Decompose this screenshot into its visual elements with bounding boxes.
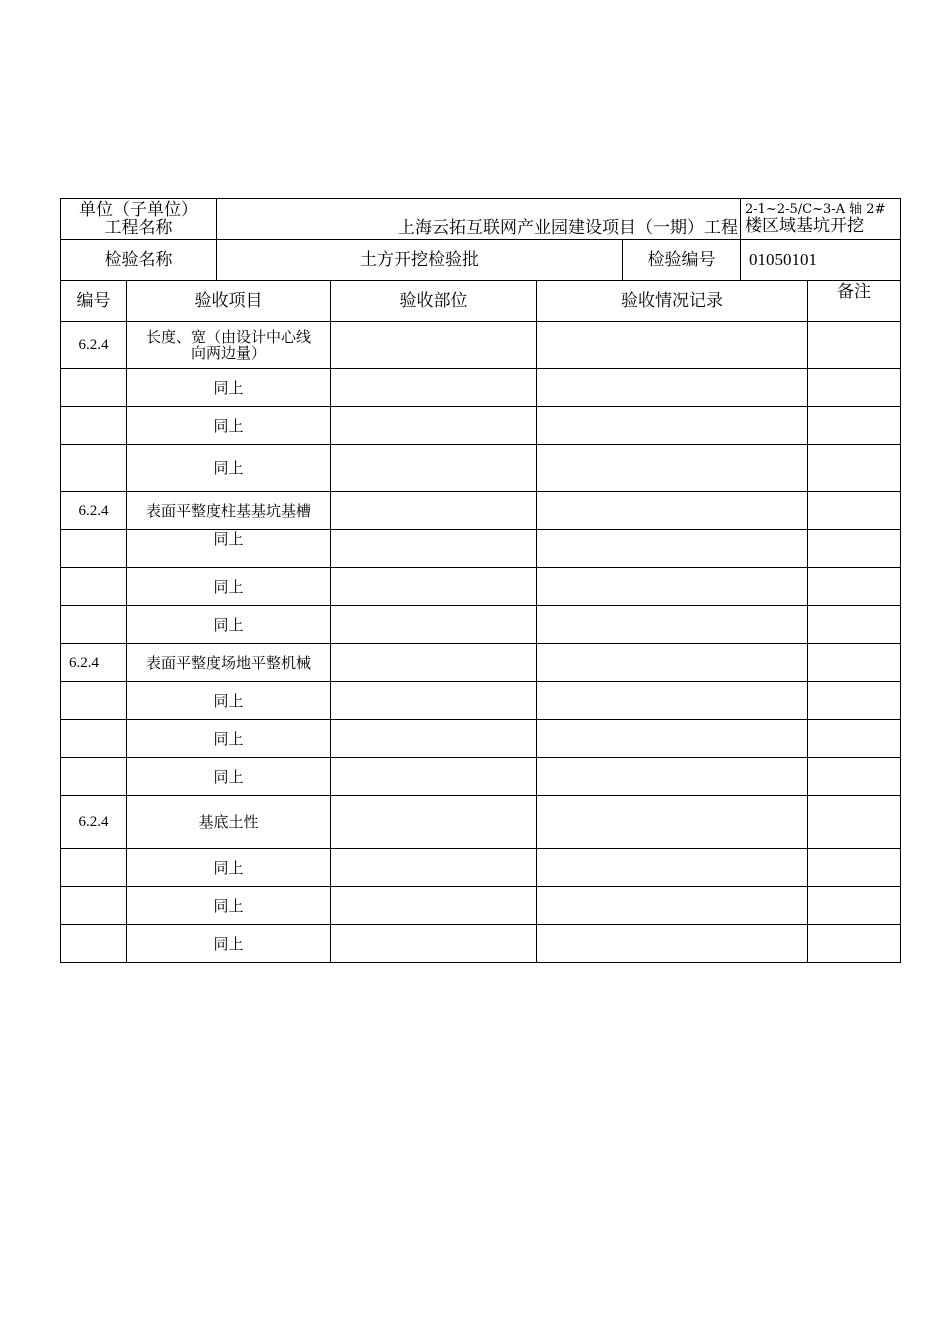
row-code: 6.2.4 xyxy=(61,492,127,530)
row-record xyxy=(537,530,808,568)
row-code xyxy=(61,606,127,644)
row-record xyxy=(537,568,808,606)
row-record xyxy=(537,407,808,445)
inspection-no-label: 检验编号 xyxy=(623,240,741,281)
row-record xyxy=(537,682,808,720)
row-remark xyxy=(808,445,901,492)
row-code xyxy=(61,407,127,445)
row-remark xyxy=(808,758,901,796)
col-remark: 备注 xyxy=(808,281,901,322)
table-row xyxy=(61,887,901,925)
row-remark xyxy=(808,492,901,530)
row-remark xyxy=(808,568,901,606)
unit-label-line1: 单位（子单位） xyxy=(79,200,198,220)
table-row xyxy=(61,796,901,849)
header-row-project xyxy=(61,199,901,240)
row-location xyxy=(331,849,537,887)
table-row xyxy=(61,720,901,758)
row-location xyxy=(331,407,537,445)
row-location xyxy=(331,720,537,758)
row-item: 同上 xyxy=(127,720,331,758)
row-location xyxy=(331,530,537,568)
header-row-inspection xyxy=(61,240,901,281)
row-code xyxy=(61,568,127,606)
table-row xyxy=(61,758,901,796)
table-row xyxy=(61,407,901,445)
row-remark xyxy=(808,530,901,568)
inspection-table xyxy=(60,198,901,963)
row-code xyxy=(61,887,127,925)
row-remark xyxy=(808,644,901,682)
project-name-cell xyxy=(217,199,741,240)
table-row xyxy=(61,682,901,720)
row-item: 同上 xyxy=(127,682,331,720)
row-record xyxy=(537,644,808,682)
row-code xyxy=(61,445,127,492)
row-item-line2: 向两边量） xyxy=(190,344,266,362)
row-location xyxy=(331,887,537,925)
row-record xyxy=(537,369,808,407)
row-code xyxy=(61,720,127,758)
table-row xyxy=(61,322,901,369)
row-record xyxy=(537,925,808,963)
row-remark xyxy=(808,849,901,887)
unit-label-line2: 工程名称 xyxy=(104,218,173,238)
row-remark xyxy=(808,925,901,963)
row-item: 同上 xyxy=(127,887,331,925)
inspection-name: 土方开挖检验批 xyxy=(217,240,623,281)
column-header-row xyxy=(61,281,901,322)
table-row xyxy=(61,925,901,963)
row-item xyxy=(127,322,331,369)
col-item: 验收项目 xyxy=(127,281,331,322)
row-code: 6.2.4 xyxy=(61,796,127,849)
table-row xyxy=(61,369,901,407)
col-location: 验收部位 xyxy=(331,281,537,322)
row-record xyxy=(537,887,808,925)
row-remark xyxy=(808,606,901,644)
row-location xyxy=(331,644,537,682)
table-row xyxy=(61,849,901,887)
row-location xyxy=(331,369,537,407)
row-record xyxy=(537,445,808,492)
row-location xyxy=(331,925,537,963)
row-item: 表面平整度场地平整机械 xyxy=(127,644,331,682)
row-code xyxy=(61,530,127,568)
row-location xyxy=(331,682,537,720)
row-record xyxy=(537,849,808,887)
row-record xyxy=(537,758,808,796)
row-item: 同上 xyxy=(127,606,331,644)
row-code: 6.2.4 xyxy=(61,644,127,682)
row-record xyxy=(537,492,808,530)
area-line2: 楼区域基坑开挖 xyxy=(745,215,864,236)
row-remark xyxy=(808,369,901,407)
table-row xyxy=(61,530,901,568)
row-location xyxy=(331,606,537,644)
table-row xyxy=(61,644,901,682)
unit-label-cell xyxy=(61,199,217,240)
row-location xyxy=(331,758,537,796)
row-location xyxy=(331,445,537,492)
row-location xyxy=(331,492,537,530)
row-code xyxy=(61,682,127,720)
table-row xyxy=(61,445,901,492)
col-no: 编号 xyxy=(61,281,127,322)
row-remark xyxy=(808,796,901,849)
row-remark xyxy=(808,682,901,720)
row-item-line1: 长度、宽（由设计中心线 xyxy=(145,328,311,346)
row-item: 同上 xyxy=(127,849,331,887)
row-code xyxy=(61,758,127,796)
row-record xyxy=(537,720,808,758)
row-item: 同上 xyxy=(127,530,331,568)
row-item: 同上 xyxy=(127,445,331,492)
project-name: 上海云拓互联网产业园建设项目（一期）工程 xyxy=(398,218,738,238)
table-row xyxy=(61,568,901,606)
row-record xyxy=(537,796,808,849)
col-record: 验收情况记录 xyxy=(537,281,808,322)
row-item: 同上 xyxy=(127,925,331,963)
row-remark xyxy=(808,720,901,758)
row-location xyxy=(331,796,537,849)
row-remark xyxy=(808,407,901,445)
row-remark xyxy=(808,887,901,925)
row-code xyxy=(61,369,127,407)
inspection-no: 01050101 xyxy=(741,240,901,281)
row-item: 同上 xyxy=(127,568,331,606)
area-line1: 2-1~2-5/C~3-A 轴 2# xyxy=(745,201,886,217)
row-item: 表面平整度柱基基坑基槽 xyxy=(127,492,331,530)
row-item: 同上 xyxy=(127,758,331,796)
row-code xyxy=(61,925,127,963)
row-location xyxy=(331,322,537,369)
table-row xyxy=(61,492,901,530)
area-cell xyxy=(741,199,901,240)
row-record xyxy=(537,322,808,369)
row-location xyxy=(331,568,537,606)
table-row xyxy=(61,606,901,644)
inspection-form xyxy=(60,198,900,963)
row-item: 基底土性 xyxy=(127,796,331,849)
row-item: 同上 xyxy=(127,369,331,407)
row-code: 6.2.4 xyxy=(61,322,127,369)
inspection-name-label: 检验名称 xyxy=(61,240,217,281)
row-record xyxy=(537,606,808,644)
row-item: 同上 xyxy=(127,407,331,445)
row-remark xyxy=(808,322,901,369)
row-code xyxy=(61,849,127,887)
